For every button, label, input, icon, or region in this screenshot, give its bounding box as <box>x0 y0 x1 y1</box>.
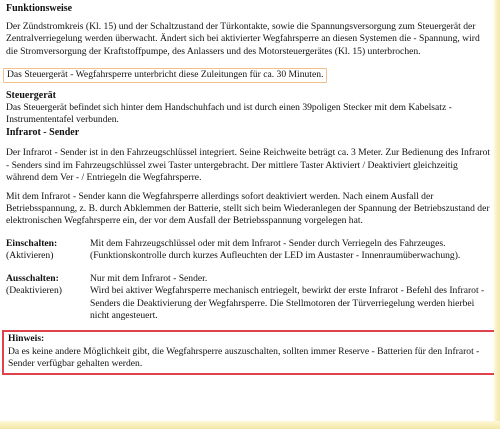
section-title-infrarot-sender: Infrarot - Sender <box>6 127 80 139</box>
hint-text: Da es keine andere Möglichkeit gibt, die Wegfahrsperre auszuschalten, sollten immer Reserve - Batterien für den Infrarot - Sender verfügbar gehalten werden. <box>8 345 480 370</box>
term-einschalten <box>6 238 90 263</box>
highlighted-sentence: Das Steuergerät - Wegfahrsperre unterbricht diese Zuleitungen für ca. 30 Minuten. <box>3 68 327 82</box>
paragraph-infrarot-1: Der Infrarot - Sender ist in den Fahrzeugschlüssel integriert. Seine Reichweite beträgt ca. 3 Meter. Zur Bedienung des Infrarot - Senders sind im Fahrzeugschlüssel zwei Taster untergebracht. Der mittlere Taster Aktiviert / Deaktiviert gleichzeitig während dem Ver - / Entriegeln die Wegfahrsperre. <box>6 147 491 184</box>
term-einschalten-label: Einschalten: <box>6 237 58 249</box>
hint-box <box>2 330 500 374</box>
paragraph-steuergeraet: Das Steuergerät befindet sich hinter dem Handschuhfach und ist durch einen 39poligen Stecker mit dem Kabelsatz - Instrumententafel verbunden. <box>6 101 452 126</box>
section-title-steuergeraet: Steuergerät <box>6 89 56 101</box>
document-content <box>6 2 492 375</box>
hint-title: Hinweis: <box>8 333 45 345</box>
section-title-funktionsweise: Funktionsweise <box>6 3 73 14</box>
paragraph-funktionsweise: Der Zündstromkreis (Kl. 15) und der Schaltzustand der Türkontakte, sowie die Spannungsversorgung zum Steuergerät der Zentralverriegelung werden überwacht. Ändert sich bei aktivierter Wegfahrsperre an diesen Systemen die - Spannung, wird die Stromversorgung der Kraftstoffpumpe, des Anlassers und des Motorsteuergerätes (Kl. 15) unterbrochen. <box>6 21 480 57</box>
term-einschalten-sub: (Aktivieren) <box>6 250 54 262</box>
term-ausschalten <box>6 273 90 323</box>
bottom-edge-shade <box>0 421 500 429</box>
definition-einschalten <box>6 238 492 263</box>
desc-ausschalten-2: Wird bei aktiver Wegfahrsperre mechanisch entriegelt, bewirkt der erste Infrarot - Befehl des Infrarot - Senders die Deaktivierung der Wegfahrsperre. Die Stellmotoren der Türverriegelung werden hierbei nicht angesteuert. <box>90 285 485 321</box>
desc-einschalten <box>90 238 492 263</box>
desc-einschalten-1: Mit dem Fahrzeugschlüssel oder mit dem Infrarot - Sender durch Verriegeln des Fahrzeuges. <box>90 237 446 249</box>
desc-einschalten-2: (Funktionskontrolle durch kurzes Aufleuchten der LED im Austaster - Innenraumüberwachung). <box>90 250 461 262</box>
term-ausschalten-label: Ausschalten: <box>6 272 59 284</box>
desc-ausschalten <box>90 273 492 323</box>
definition-ausschalten <box>6 273 492 323</box>
desc-ausschalten-1: Nur mit dem Infrarot - Sender. <box>90 272 208 284</box>
right-edge-shade <box>494 0 500 429</box>
paragraph-infrarot-2: Mit dem Infrarot - Sender kann die Wegfahrsperre allerdings sofort deaktiviert werden. Nach einem Ausfall der Betriebsspannung, z. B. durch Abklemmen der Batterie, stellt sich beim Wiederanlegen der Spannung der Betriebszustand der elektronischen Wegfahrsperre ein, der vor dem Ausfall der Betriebsspannung vorgelegen hat. <box>6 190 490 227</box>
term-ausschalten-sub: (Deaktivieren) <box>6 285 62 297</box>
